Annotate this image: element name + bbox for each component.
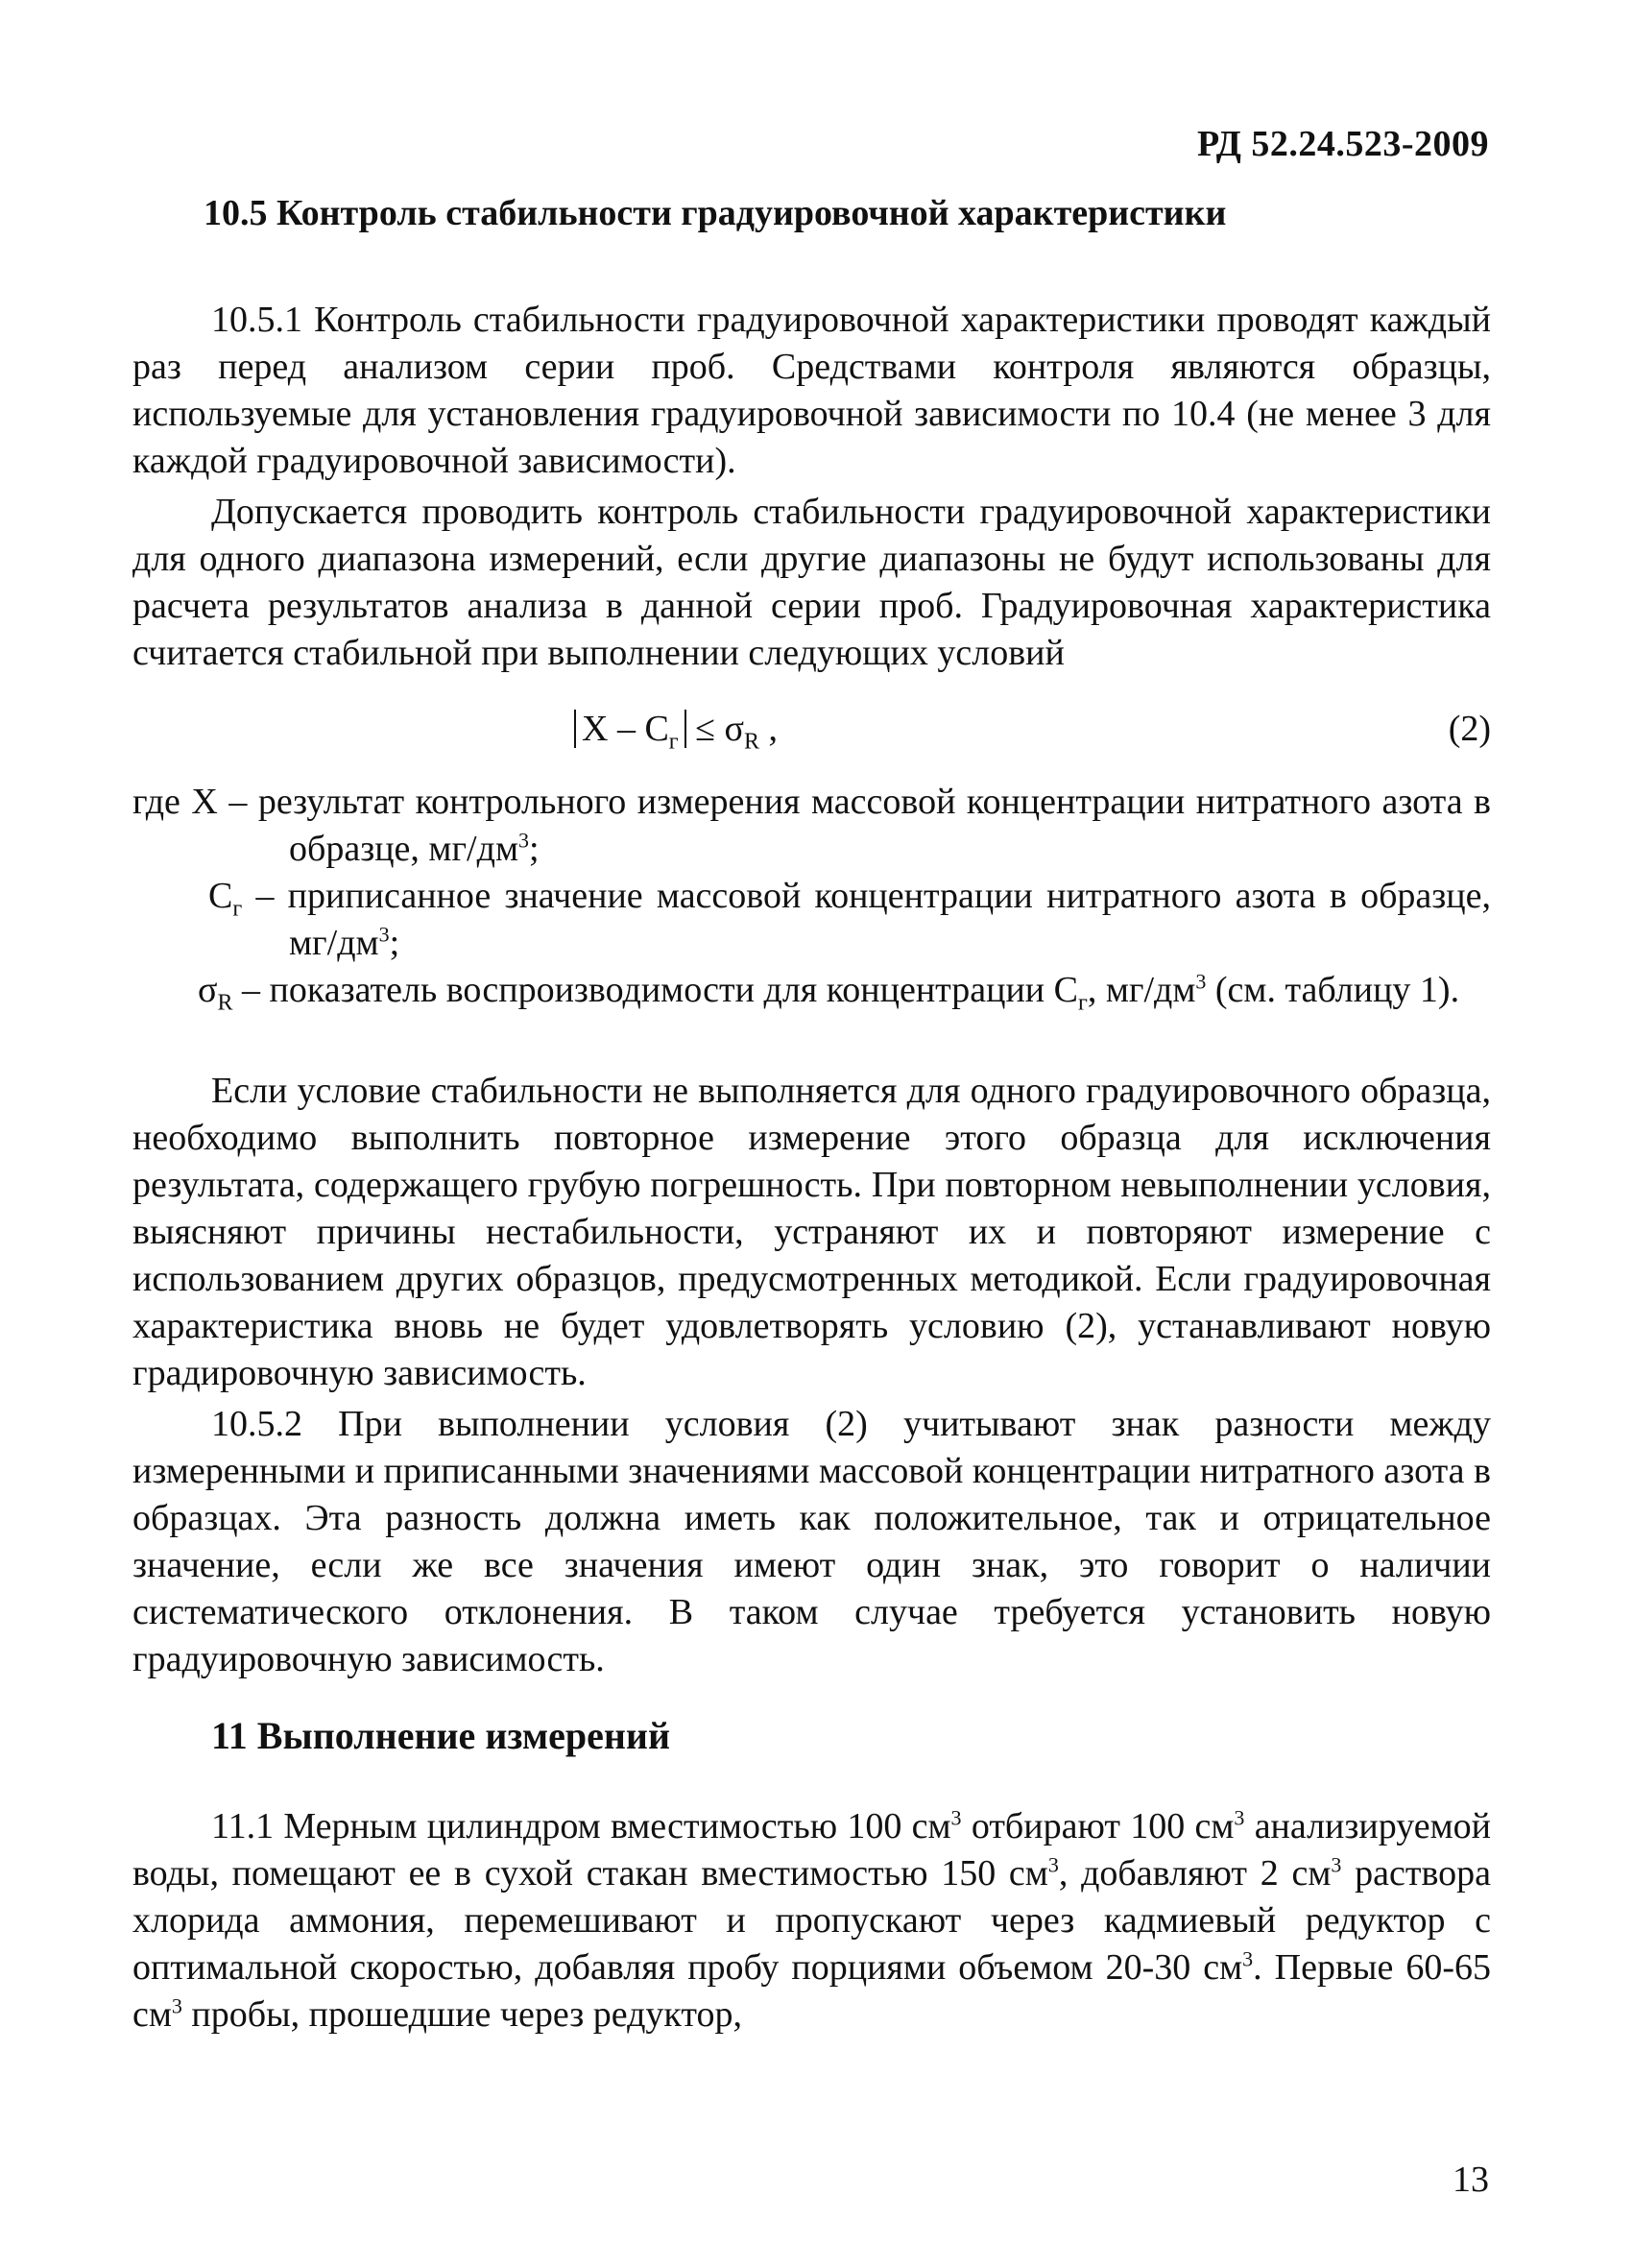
absolute-value: X – $C_г$ <box>574 710 686 748</box>
definition-sigma: $\sigma_R$ – показатель воспроизводимости для концентрации $C_г$, $мг/дм^3$ (см. таблицу 1). <box>198 969 1460 1016</box>
document-code: РД 52.24.523-2009 <box>1197 124 1489 164</box>
definition-c: $C_г$ – приписанное значение массовой концентрации нитратного азота в образце, $мг/дм^3$; <box>208 876 1491 963</box>
formula-2 <box>132 706 1491 755</box>
paragraph-instability: Если условие стабильности не выполняется для одного градуировочного образца, необходимо выполнить повторное измерение этого образца для исключения результата, содержащего грубую погрешность. При повторном невыполнении условия, выясняют причины нестабильности, устраняют их и повторяют измерение с использованием других образцов, предусмотренных методикой. Если градуировочная характеристика вновь не будет удовлетворять условию (2), устанавливают новую градировочную зависимость. <box>132 1071 1491 1393</box>
paragraph-11-1: 11.1 Мерным цилиндром вместимостью 100 $см^3$ отбирают 100 $см^3$ анализируемой воды, помещают ее в сухой стакан вместимостью 150 $см^3$, добавляют 2 $см^3$ раствора хлорида аммония, перемешивают и пропускают через кадмиевый редуктор с оптимальной скоростью, добавляя пробу порциями объемом 20-30 $см^3$. Первые 60-65 $см^3$ пробы, прошедшие через редуктор, <box>132 1805 1491 2035</box>
definitions <box>132 779 1491 1014</box>
formula-number: (2) <box>1448 709 1491 749</box>
paragraph-10-5-2: 10.5.2 При выполнении условия (2) учитывают знак разности между измеренными и приписанными значениями массовой концентрации нитратного азота в образцах. Эта разность должна иметь как положительное, так и отрицательное значение, если же все значения имеют один знак, это говорит о наличии систематического отклонения. В таком случае требуется установить новую градуировочную зависимость. <box>132 1404 1491 1679</box>
paragraph-allowed-control: Допускается проводить контроль стабильности градуировочной характеристики для одного диапазона измерений, если другие диапазоны не будут использованы для расчета результатов анализа в данной серии проб. Градуировочная характеристика считается стабильной при выполнении следующих условий <box>132 492 1491 673</box>
formula-expression: $X - C_г \le \sigma_R$ , <box>574 706 778 753</box>
page-content <box>132 190 1491 2039</box>
section-11-title: 11 Выполнение измерений <box>211 1714 671 1757</box>
page-number: 13 <box>1453 2159 1489 2200</box>
paragraph-10-5-1: 10.5.1 Контроль стабильности градуировочной характеристики проводят каждый раз перед анализом серии проб. Средствами контроля являются образцы, используемые для установления градуировочной зависимости по 10.4 (не менее 3 для каждой градуировочной зависимости). <box>132 300 1491 481</box>
definition-x: где X – результат контрольного измерения массовой концентрации нитратного азота в образце, $мг/дм^3$; <box>132 782 1491 869</box>
section-10-5-title: 10.5 Контроль стабильности градуировочной характеристики <box>204 193 1227 233</box>
